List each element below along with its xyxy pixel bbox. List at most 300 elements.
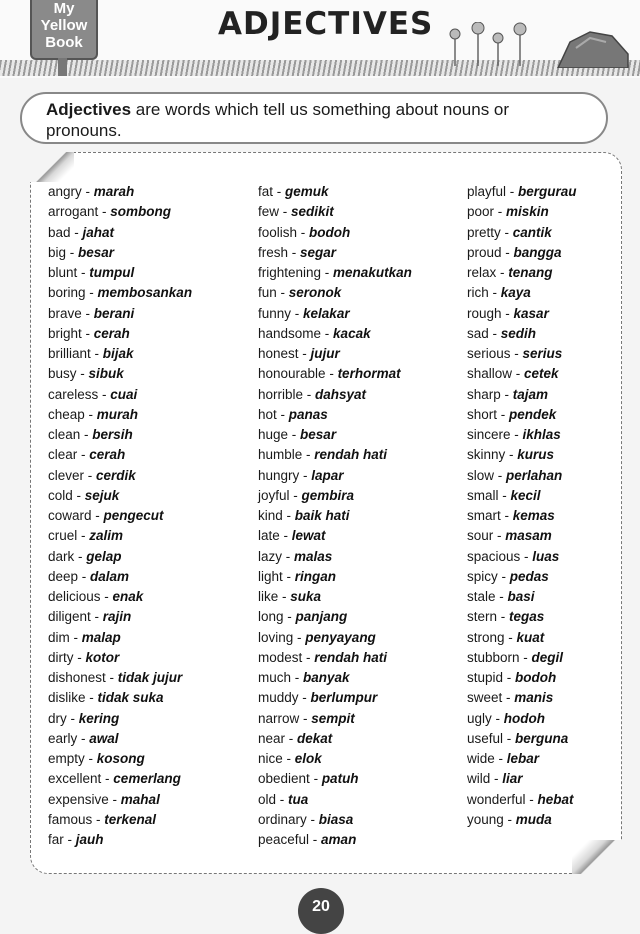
english-word: boring (48, 285, 86, 301)
word-entry (48, 324, 192, 344)
word-entry (467, 810, 577, 830)
malay-translation: serius (522, 346, 563, 361)
word-entry (48, 202, 192, 222)
malay-translation: rendah hati (314, 649, 388, 665)
malay-translation: manis (514, 690, 554, 706)
separator: - (91, 508, 104, 523)
word-entry (258, 749, 412, 769)
separator: - (77, 265, 90, 280)
malay-translation: cuai (110, 386, 138, 402)
word-entry (48, 385, 192, 405)
english-word: fat (258, 184, 274, 199)
separator: - (273, 184, 286, 199)
english-word: bad (48, 224, 71, 240)
english-word: sour (467, 528, 494, 544)
english-word: joyful (258, 487, 290, 503)
separator: - (285, 730, 298, 746)
separator: - (282, 548, 295, 564)
separator: - (76, 366, 89, 382)
separator: - (510, 427, 523, 442)
separator: - (81, 325, 94, 341)
word-entry (258, 364, 412, 384)
malay-translation: ikhlas (522, 427, 561, 442)
word-entry (48, 344, 192, 364)
english-word: sweet (467, 690, 503, 706)
english-word: like (258, 589, 279, 604)
word-entry (48, 425, 192, 445)
separator: - (85, 690, 98, 706)
separator: - (100, 589, 113, 604)
english-word: horrible (258, 386, 304, 402)
word-entry (258, 304, 412, 324)
malay-translation: basi (507, 589, 535, 604)
page-curl-bottom-right (572, 840, 622, 874)
page-header (0, 0, 640, 78)
word-entry (467, 304, 577, 324)
word-entry (467, 526, 577, 546)
word-entry (48, 810, 192, 830)
word-entry (258, 648, 412, 668)
word-entry (258, 628, 412, 648)
malay-translation: terhormat (337, 366, 401, 382)
word-entry (48, 709, 192, 729)
english-word: loving (258, 629, 294, 645)
separator: - (500, 224, 513, 240)
word-entry (258, 790, 412, 810)
malay-translation: aman (321, 832, 357, 847)
english-word: funny (258, 305, 292, 321)
english-word: modest (258, 649, 303, 665)
word-entry (467, 648, 577, 668)
word-entry (467, 405, 577, 425)
word-entry (48, 304, 192, 324)
english-word: slow (467, 467, 495, 483)
rock-illustration (556, 28, 630, 68)
separator: - (78, 568, 91, 584)
malay-translation: membosankan (97, 285, 193, 301)
english-word: narrow (258, 710, 300, 726)
english-word: dirty (48, 649, 74, 665)
malay-translation: hebat (537, 791, 574, 807)
separator: - (490, 771, 503, 787)
malay-translation: tidak jujur (117, 670, 183, 685)
english-word: young (467, 811, 504, 827)
malay-translation: kotor (85, 649, 120, 665)
word-entry (258, 324, 412, 344)
word-entry (467, 364, 577, 384)
word-entry (467, 283, 577, 303)
malay-translation: lapar (311, 467, 344, 483)
separator: - (504, 629, 517, 645)
english-word: hot (258, 406, 277, 422)
english-word: stern (467, 609, 498, 625)
separator: - (81, 305, 94, 321)
separator: - (309, 832, 322, 847)
word-entry (258, 385, 412, 405)
word-column-1 (48, 182, 192, 850)
word-entry (258, 729, 412, 749)
separator: - (289, 487, 302, 503)
malay-translation: bangga (513, 244, 562, 260)
malay-translation: bersih (92, 427, 133, 442)
word-entry (48, 749, 192, 769)
malay-translation: tegas (509, 609, 545, 625)
malay-translation: baik hati (294, 508, 350, 523)
english-word: clever (48, 467, 85, 483)
separator: - (501, 244, 514, 260)
english-word: stupid (467, 670, 504, 685)
malay-translation: lebar (506, 751, 540, 766)
english-word: honourable (258, 366, 326, 382)
word-entry (258, 567, 412, 587)
separator: - (73, 649, 86, 665)
malay-translation: pedas (509, 568, 549, 584)
english-word: wide (467, 751, 495, 766)
malay-translation: sedikit (291, 204, 334, 220)
separator: - (519, 649, 532, 665)
malay-translation: cemerlang (113, 771, 181, 787)
english-word: huge (258, 427, 289, 442)
word-entry (48, 790, 192, 810)
word-entry (48, 587, 192, 607)
english-word: rich (467, 285, 489, 301)
malay-translation: hodoh (503, 710, 545, 726)
malay-translation: cetek (524, 366, 559, 382)
separator: - (302, 447, 315, 463)
separator: - (497, 406, 510, 422)
my-yellow-book-logo (30, 0, 98, 60)
separator: - (306, 811, 319, 827)
english-word: fresh (258, 244, 289, 260)
malay-translation: kering (78, 710, 120, 726)
word-entry (258, 506, 412, 526)
separator: - (299, 467, 312, 483)
separator: - (291, 670, 304, 685)
word-entry (48, 607, 192, 627)
separator: - (282, 751, 295, 766)
separator: - (101, 771, 114, 787)
word-entry (258, 486, 412, 506)
separator: - (81, 184, 94, 199)
malay-translation: berguna (515, 730, 569, 746)
english-word: ordinary (258, 811, 307, 827)
malay-translation: penyayang (305, 629, 376, 645)
separator: - (90, 346, 103, 361)
separator: - (303, 386, 316, 402)
separator: - (302, 649, 315, 665)
word-entry (258, 182, 412, 202)
separator: - (288, 427, 301, 442)
english-word: honest (258, 346, 299, 361)
word-entry (48, 466, 192, 486)
english-word: skinny (467, 447, 506, 463)
word-entry (258, 769, 412, 789)
word-entry (467, 628, 577, 648)
english-word: fun (258, 285, 277, 301)
english-word: nice (258, 751, 283, 766)
separator: - (494, 467, 507, 483)
malay-translation: dekat (297, 730, 333, 746)
separator: - (497, 568, 510, 584)
english-word: blunt (48, 265, 78, 280)
word-entry (258, 668, 412, 688)
english-word: brave (48, 305, 82, 321)
separator: - (90, 609, 103, 625)
word-entry (467, 769, 577, 789)
definition-text: are words which tell us something about nouns or pronouns. (46, 100, 510, 140)
separator: - (321, 265, 334, 280)
malay-translation: rajin (102, 609, 132, 625)
word-entry (258, 607, 412, 627)
english-word: expensive (48, 791, 109, 807)
word-entry (467, 243, 577, 263)
word-entry (467, 749, 577, 769)
separator: - (63, 832, 76, 847)
malay-translation: segar (300, 244, 337, 260)
word-entry (467, 385, 577, 405)
english-word: spacious (467, 548, 521, 564)
word-entry (48, 830, 192, 850)
word-entry (48, 506, 192, 526)
separator: - (298, 690, 311, 706)
separator: - (98, 204, 111, 220)
separator: - (503, 811, 516, 827)
malay-translation: menakutkan (333, 265, 412, 280)
separator: - (276, 791, 289, 807)
separator: - (520, 548, 533, 564)
separator: - (321, 325, 334, 341)
malay-translation: masam (505, 528, 552, 544)
word-entry (467, 223, 577, 243)
word-entry (258, 344, 412, 364)
english-word: peaceful (258, 832, 310, 847)
english-word: humble (258, 447, 303, 463)
english-word: shallow (467, 366, 513, 382)
separator: - (72, 487, 85, 503)
word-entry (467, 506, 577, 526)
english-word: much (258, 670, 292, 685)
separator: - (309, 771, 322, 787)
separator: - (493, 528, 506, 544)
english-word: obedient (258, 771, 310, 787)
definition-term: Adjectives (46, 100, 132, 119)
word-entry (467, 688, 577, 708)
malay-translation: bergurau (518, 184, 577, 199)
word-entry (258, 830, 412, 850)
english-word: clean (48, 427, 81, 442)
word-entry (48, 223, 192, 243)
malay-translation: bodoh (515, 670, 557, 685)
separator: - (77, 447, 90, 463)
malay-translation: kosong (96, 751, 145, 766)
word-entry (258, 466, 412, 486)
english-word: dishonest (48, 670, 106, 685)
malay-translation: panas (288, 406, 328, 422)
malay-translation: panjang (295, 609, 348, 625)
malay-translation: seronok (288, 285, 342, 301)
word-entry (48, 526, 192, 546)
word-entry (467, 607, 577, 627)
separator: - (298, 346, 311, 361)
malay-translation: ringan (294, 568, 337, 584)
english-word: old (258, 791, 277, 807)
malay-translation: malas (294, 548, 333, 564)
malay-translation: tenang (508, 265, 553, 280)
malay-translation: cerah (93, 325, 130, 341)
separator: - (98, 386, 111, 402)
separator: - (278, 589, 291, 604)
malay-translation: muda (515, 811, 552, 827)
malay-translation: dahsyat (315, 386, 367, 402)
malay-translation: banyak (303, 670, 350, 685)
english-word: smart (467, 508, 501, 523)
separator: - (501, 305, 514, 321)
word-entry (258, 547, 412, 567)
separator: - (85, 285, 98, 301)
english-word: coward (48, 508, 92, 523)
malay-translation: tua (288, 791, 309, 807)
english-word: excellent (48, 771, 102, 787)
word-entry (258, 223, 412, 243)
word-entry (258, 405, 412, 425)
malay-translation: pendek (509, 406, 557, 422)
malay-translation: patuh (321, 771, 359, 787)
separator: - (512, 366, 525, 382)
word-entry (258, 445, 412, 465)
separator: - (291, 305, 304, 321)
word-entry (467, 202, 577, 222)
separator: - (500, 508, 513, 523)
malay-translation: terkenal (104, 811, 157, 827)
separator: - (279, 204, 292, 220)
separator: - (510, 346, 523, 361)
english-word: wonderful (467, 791, 526, 807)
separator: - (66, 244, 79, 260)
malay-translation: kacak (333, 325, 371, 341)
english-word: dark (48, 548, 75, 564)
malay-translation: jujur (310, 346, 340, 361)
english-word: wild (467, 771, 491, 787)
english-word: handsome (258, 325, 322, 341)
english-word: pretty (467, 224, 501, 240)
word-entry (467, 547, 577, 567)
word-entry (467, 567, 577, 587)
english-word: dry (48, 710, 67, 726)
word-entry (48, 263, 192, 283)
english-word: useful (467, 730, 504, 746)
definition-box (20, 92, 608, 144)
word-entry (48, 688, 192, 708)
english-word: small (467, 487, 499, 503)
english-word: delicious (48, 589, 101, 604)
separator: - (494, 751, 507, 766)
malay-translation: sombong (110, 204, 172, 220)
english-word: rough (467, 305, 502, 321)
english-word: cheap (48, 406, 85, 422)
word-entry (467, 709, 577, 729)
separator: - (496, 265, 509, 280)
malay-translation: perlahan (506, 467, 563, 483)
word-entry (48, 547, 192, 567)
english-word: empty (48, 751, 85, 766)
separator: - (494, 204, 507, 220)
malay-translation: bodoh (309, 224, 351, 240)
english-word: relax (467, 265, 497, 280)
separator: - (84, 467, 97, 483)
word-entry (258, 263, 412, 283)
english-word: big (48, 244, 67, 260)
separator: - (525, 791, 538, 807)
malay-translation: tidak suka (97, 690, 164, 706)
word-entry (48, 182, 192, 202)
english-word: busy (48, 366, 77, 382)
separator: - (283, 609, 296, 625)
english-word: careless (48, 386, 99, 402)
separator: - (77, 730, 90, 746)
word-entry (48, 567, 192, 587)
word-entry (48, 405, 192, 425)
word-entry (48, 668, 192, 688)
word-entry (467, 668, 577, 688)
malay-translation: kaya (500, 285, 531, 301)
malay-translation: lewat (291, 528, 326, 544)
separator: - (500, 386, 513, 402)
english-word: late (258, 528, 280, 544)
word-entry (48, 283, 192, 303)
malay-translation: awal (89, 730, 119, 746)
separator: - (488, 325, 501, 341)
malay-translation: liar (502, 771, 523, 787)
word-entry (48, 243, 192, 263)
word-entry (48, 769, 192, 789)
word-entry (467, 324, 577, 344)
word-column-2 (258, 182, 412, 850)
english-word: kind (258, 508, 283, 523)
separator: - (299, 710, 312, 726)
word-entry (258, 709, 412, 729)
word-entry (467, 182, 577, 202)
english-word: near (258, 730, 286, 746)
english-word: sharp (467, 386, 501, 402)
english-word: dislike (48, 690, 86, 706)
malay-translation: berani (93, 305, 135, 321)
english-word: stale (467, 589, 496, 604)
english-word: clear (48, 447, 78, 463)
flowers-illustration (440, 22, 550, 66)
malay-translation: kemas (512, 508, 555, 523)
malay-translation: gembira (301, 487, 355, 503)
separator: - (497, 609, 510, 625)
word-entry (48, 628, 192, 648)
malay-translation: mahal (120, 791, 160, 807)
separator: - (297, 224, 310, 240)
malay-translation: suka (290, 589, 322, 604)
separator: - (66, 710, 79, 726)
english-word: few (258, 204, 280, 220)
english-word: poor (467, 204, 495, 220)
separator: - (74, 548, 87, 564)
word-entry (467, 587, 577, 607)
malay-translation: sempit (311, 710, 355, 726)
separator: - (69, 629, 82, 645)
separator: - (498, 487, 511, 503)
malay-translation: dalam (90, 568, 130, 584)
english-word: short (467, 406, 498, 422)
english-word: foolish (258, 224, 298, 240)
separator: - (108, 791, 121, 807)
word-column-3 (467, 182, 577, 830)
english-word: angry (48, 184, 82, 199)
